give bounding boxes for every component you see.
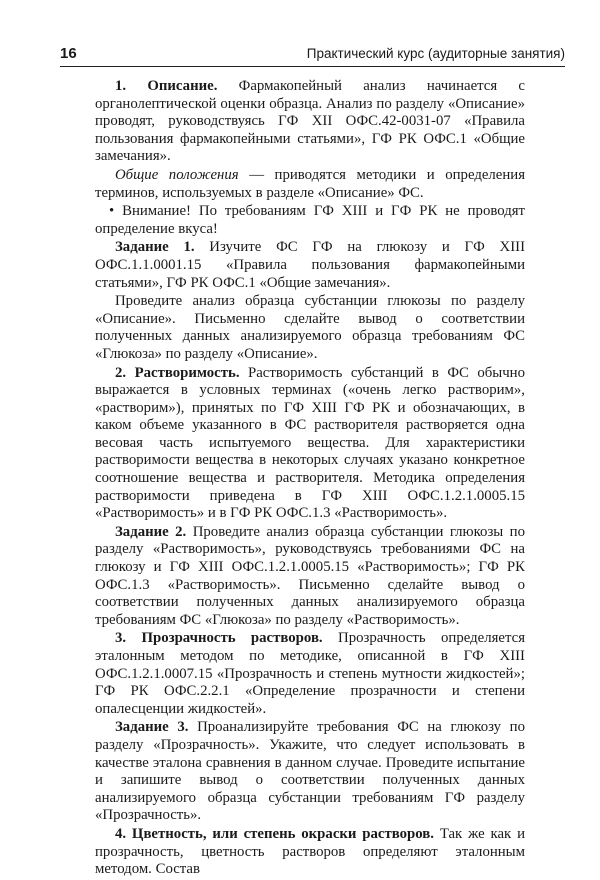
paragraph-color — [95, 826, 525, 879]
section-heading-description: 1. Описание. — [115, 78, 218, 94]
paragraph-text: Внимание! По требованиям ГФ XIII и ГФ РК не проводят определение вкуса! — [95, 203, 525, 237]
task-heading-1: Задание 1. — [115, 239, 195, 256]
paragraph-task-1-instructions — [95, 293, 525, 363]
paragraph-task-2 — [95, 524, 525, 630]
term-general-provisions: Общие положения — [115, 166, 239, 183]
task-heading-2: Задание 2. — [115, 523, 187, 540]
paragraph-attention — [95, 203, 525, 238]
paragraph-text: — приводятся методики и определения терминов, используемых в разделе «Описание» ФС. — [95, 166, 526, 201]
page-header — [60, 44, 565, 67]
paragraph-solubility — [95, 365, 525, 523]
paragraph-text: Фармакопейный анализ начинается с органолептической оценки образца. Анализ по разделу «Описание» проводят, руководствуясь ГФ XII ОФС.42-0031-07 «Правила пользования фармакопейными статьями», ГФ РК ОФС.1 «Общие замечания». — [95, 78, 525, 165]
paragraph-text: Прозрачность определяется эталонным методом по методике, описанной в ГФ XIII ОФС.1.2.1.0007.15 «Прозрачность и степень мутности жидкостей»; ГФ РК ОФС.2.2.1 «Определение прозрачности и степени опалесценции жидкостей». — [95, 630, 525, 717]
paragraph-task-3 — [95, 719, 525, 825]
page-number: 16 — [60, 45, 77, 62]
paragraph-description — [95, 78, 525, 166]
paragraph-general-provisions — [95, 167, 525, 202]
paragraph-text: Проанализируйте требования ФС на глюкозу по разделу «Прозрачность». Укажите, что следует использовать в качестве эталона сравнения в данном случае. Проведите испытание и запишите вывод о соответствии полученных данных анализируемого образца субстанции требованиям ГФ разделу «Прозрачность». — [95, 719, 525, 824]
bullet-icon: • — [109, 203, 115, 220]
section-heading-solubility: 2. Растворимость. — [115, 364, 240, 381]
paragraph-transparency — [95, 630, 525, 718]
paragraph-text: Растворимость субстанций в ФС обычно выражается в условных терминах («очень легко растворим», «растворим»), принятых по ГФ XIII ГФ РК и обозначающих, в каком объеме указанного в ФС растворителя растворяется одна весовая часть испытуемого вещества. Для характеристики растворимости вещества в некоторых случаях указано конкретное соотношение вещества и растворителя. Методика определения растворимости приведена в ГФ XIII ОФС.1.2.1.0005.15 «Растворимость» и в ГФ РК ОФС.1.3 «Растворимость». — [95, 364, 525, 522]
section-heading-transparency: 3. Прозрачность растворов. — [115, 630, 323, 647]
paragraph-text: Изучите ФС ГФ на глюкозу и ГФ XIII ОФС.1.1.0001.15 «Правила пользования фармакопейными статьями», ГФ РК ОФС.1 «Общие замечания». — [95, 239, 525, 291]
paragraph-task-1 — [95, 239, 525, 292]
body-text — [95, 78, 525, 880]
paragraph-text: Проведите анализ образца субстанции глюкозы по разделу «Растворимость», руководствуясь требованиями ФС на глюкозу и ГФ XIII ОФС.1.2.1.0005.15 «Растворимость»; ГФ РК ОФС.1.3 «Растворимость». Письменно сделайте вывод о соответствии полученных данных анализируемого образца требованиям ФС «Глюкоза» по разделу «Растворимость». — [95, 523, 525, 628]
task-heading-3: Задание 3. — [115, 719, 189, 736]
paragraph-text: Проведите анализ образца субстанции глюкозы по разделу «Описание». Письменно сделайте вывод о соответствии полученных данных анализируемого образца требованиям ФС «Глюкоза» по разделу «Описание». — [95, 293, 525, 362]
paragraph-text: Так же как и прозрачность, цветность растворов определяют эталонным методом. Состав — [95, 825, 525, 878]
section-heading-color: 4. Цветность, или степень окраски растворов. — [115, 825, 434, 842]
running-head: Практический курс (аудиторные занятия) — [306, 46, 565, 61]
